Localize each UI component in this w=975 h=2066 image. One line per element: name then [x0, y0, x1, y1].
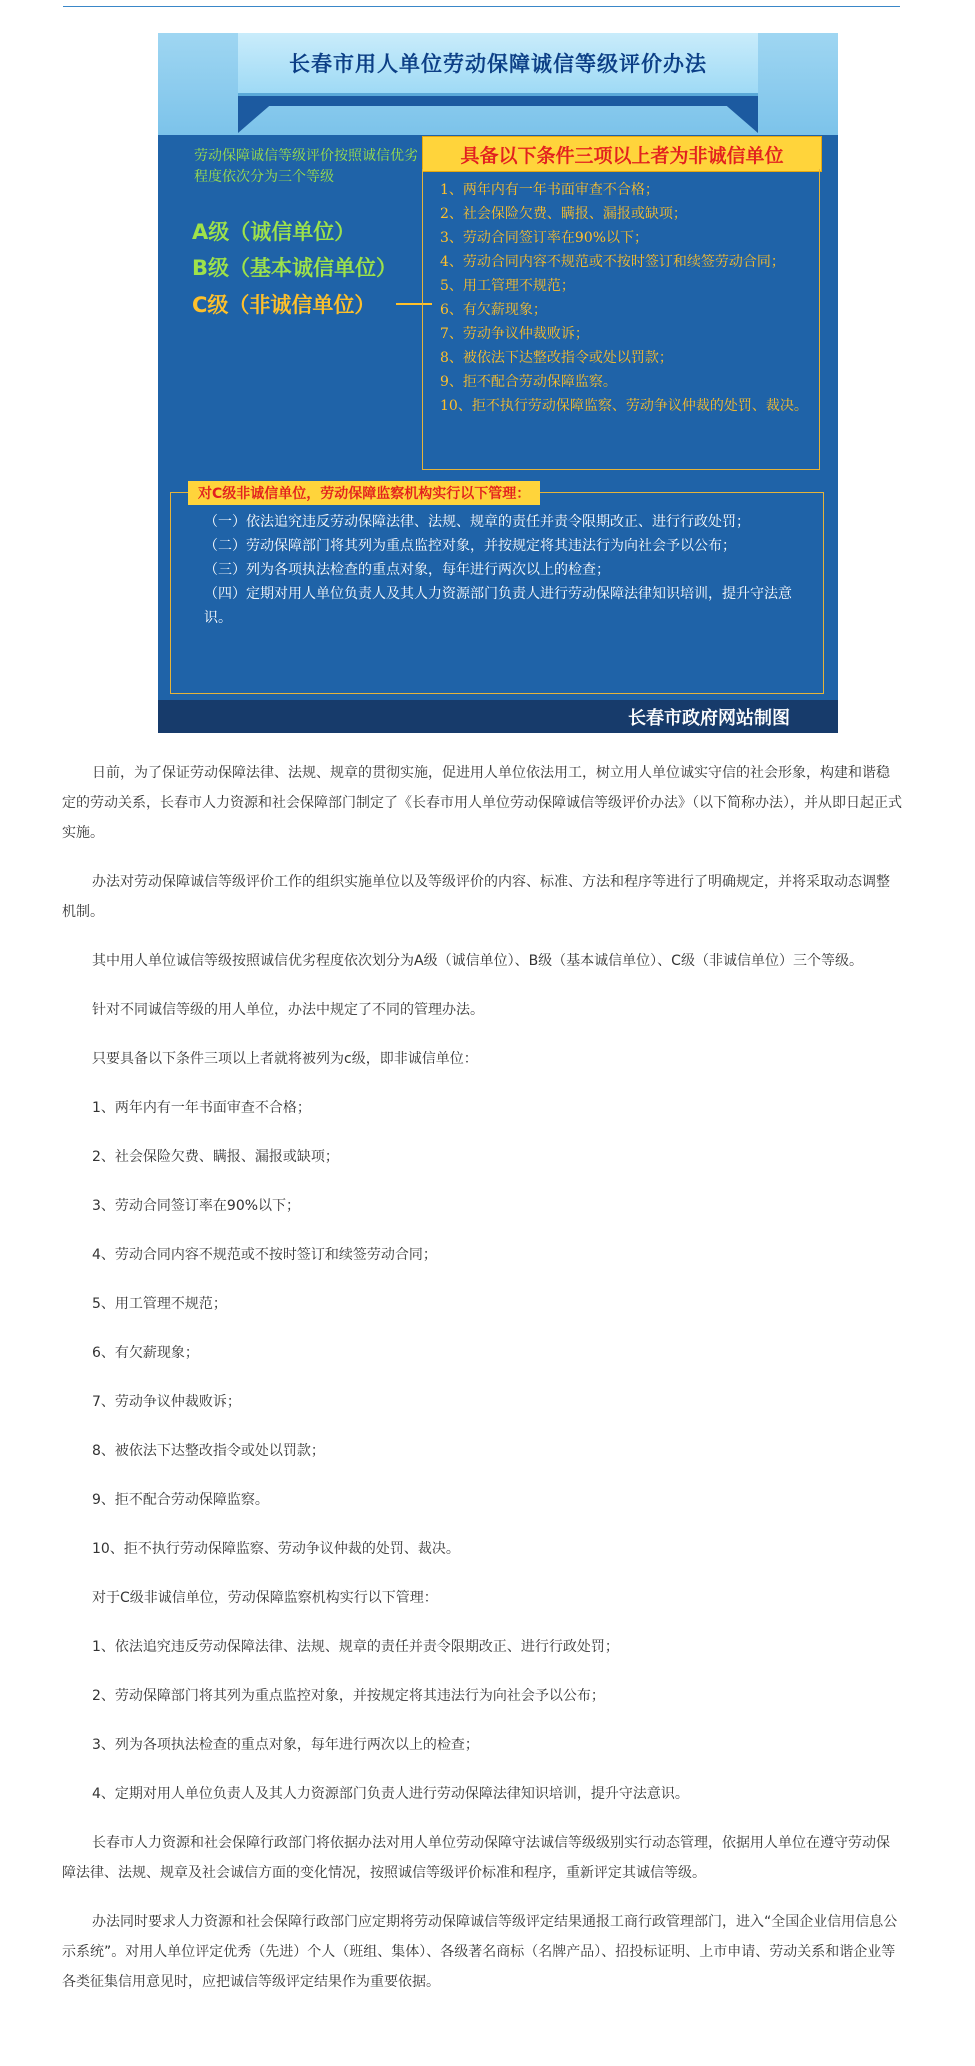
grade-a-label: A级（诚信单位） — [192, 220, 356, 244]
article-paragraph: 日前，为了保证劳动保障法律、法规、规章的贯彻实施，促进用人单位依法用工，树立用人单位诚实守信的社会形象，构建和谐稳定的劳动关系，长春市人力资源和社会保障部门制定了《长春市用人单位劳动保障诚信等级评价办法》（以下简称办法），并从即日起正式实施。 — [62, 765, 902, 841]
condition-list-item: 6、有欠薪现象； — [92, 1345, 199, 1361]
conditions-list — [440, 178, 810, 418]
management-list-item: 1、依法追究违反劳动保障法律、法规、规章的责任并责令限期改正、进行行政处罚； — [92, 1639, 619, 1655]
condition-list-item: 8、被依法下达整改指令或处以罚款； — [92, 1443, 325, 1459]
condition-item: 9、拒不配合劳动保障监察。 — [440, 374, 617, 390]
condition-list-item: 5、用工管理不规范； — [92, 1296, 227, 1312]
condition-item: 2、社会保险欠费、瞒报、漏报或缺项； — [440, 206, 687, 222]
infographic-title: 长春市用人单位劳动保障诚信等级评价办法 — [289, 52, 707, 76]
condition-item: 8、被依法下达整改指令或处以罚款； — [440, 350, 673, 366]
article-paragraph: 只要具备以下条件三项以上者就将被列为c级，即非诚信单位： — [92, 1051, 478, 1067]
article-body — [62, 758, 902, 1997]
grade-c-label: C级（非诚信单位） — [192, 293, 376, 317]
management-header — [188, 481, 540, 505]
infographic-title-ribbon — [238, 33, 758, 96]
condition-list-item: 9、拒不配合劳动保障监察。 — [92, 1492, 269, 1508]
article-paragraph: 办法同时要求人力资源和社会保障行政部门应定期将劳动保障诚信等级评定结果通报工商行政管理部门，进入“全国企业信用信息公示系统”。对用人单位评定优秀（先进）个人（班组、集体）、各级著名商标（名牌产品）、招投标证明、上市申请、劳动关系和谐企业等各类征集信用意见时，应把诚信等级评定结果作为重要依据。 — [62, 1914, 898, 1990]
management-item: （三）列为各项执法检查的重点对象，每年进行两次以上的检查； — [204, 562, 610, 578]
condition-item: 4、劳动合同内容不规范或不按时签订和续签劳动合同； — [440, 254, 785, 270]
condition-item: 7、劳动争议仲裁败诉； — [440, 326, 589, 342]
condition-list-item: 4、劳动合同内容不规范或不按时签订和续签劳动合同； — [92, 1247, 437, 1263]
condition-item: 5、用工管理不规范； — [440, 278, 575, 294]
management-item: （二）劳动保障部门将其列为重点监控对象，并按规定将其违法行为向社会予以公布； — [204, 538, 736, 554]
condition-list-item: 10、拒不执行劳动保障监察、劳动争议仲裁的处罚、裁决。 — [92, 1541, 460, 1557]
article-paragraph: 针对不同诚信等级的用人单位，办法中规定了不同的管理办法。 — [92, 1002, 484, 1018]
conditions-title: 具备以下条件三项以上者为非诚信单位 — [460, 144, 784, 167]
condition-list-item: 7、劳动争议仲裁败诉； — [92, 1394, 241, 1410]
condition-item: 6、有欠薪现象； — [440, 302, 547, 318]
grade-intro-text: 劳动保障诚信等级评价按照诚信优劣程度依次分为三个等级 — [194, 148, 418, 185]
management-item: （一）依法追究违反劳动保障法律、法规、规章的责任并责令限期改正、进行行政处罚； — [204, 514, 750, 530]
article-paragraph: 办法对劳动保障诚信等级评价工作的组织实施单位以及等级评价的内容、标准、方法和程序等进行了明确规定，并将采取动态调整机制。 — [62, 874, 890, 920]
condition-list-item: 3、劳动合同签订率在90%以下； — [92, 1198, 301, 1214]
management-list — [204, 510, 804, 630]
condition-list-item: 1、两年内有一年书面审查不合格； — [92, 1100, 311, 1116]
management-list-item: 2、劳动保障部门将其列为重点监控对象，并按规定将其违法行为向社会予以公布； — [92, 1688, 605, 1704]
article-paragraph: 长春市人力资源和社会保障行政部门将依据办法对用人单位劳动保障守法诚信等级级别实行动态管理，依据用人单位在遵守劳动保障法律、法规、规章及社会诚信方面的变化情况，按照诚信等级评价标准和程序，重新评定其诚信等级。 — [62, 1835, 890, 1881]
management-list-item: 4、定期对用人单位负责人及其人力资源部门负责人进行劳动保障法律知识培训，提升守法意识。 — [92, 1786, 689, 1802]
condition-item: 10、拒不执行劳动保障监察、劳动争议仲裁的处罚、裁决。 — [440, 398, 808, 414]
management-item: （四）定期对用人单位负责人及其人力资源部门负责人进行劳动保障法律知识培训，提升守法意识。 — [204, 586, 792, 626]
condition-item: 1、两年内有一年书面审查不合格； — [440, 182, 659, 198]
management-title: 对C级非诚信单位，劳动保障监察机构实行以下管理： — [198, 486, 531, 502]
conditions-header — [422, 136, 822, 172]
article-paragraph: 对于C级非诚信单位，劳动保障监察机构实行以下管理： — [92, 1590, 438, 1606]
infographic-credit: 长春市政府网站制图 — [628, 708, 790, 729]
management-list-item: 3、列为各项执法检查的重点对象，每年进行两次以上的检查； — [92, 1737, 479, 1753]
infographic — [158, 33, 838, 733]
grade-b-label: B级（基本诚信单位） — [192, 256, 398, 280]
condition-list-item: 2、社会保险欠费、瞒报、漏报或缺项； — [92, 1149, 339, 1165]
top-divider — [63, 6, 900, 7]
condition-item: 3、劳动合同签订率在90%以下； — [440, 230, 649, 246]
article-paragraph: 其中用人单位诚信等级按照诚信优劣程度依次划分为A级（诚信单位）、B级（基本诚信单位）、C级（非诚信单位）三个等级。 — [92, 953, 863, 969]
